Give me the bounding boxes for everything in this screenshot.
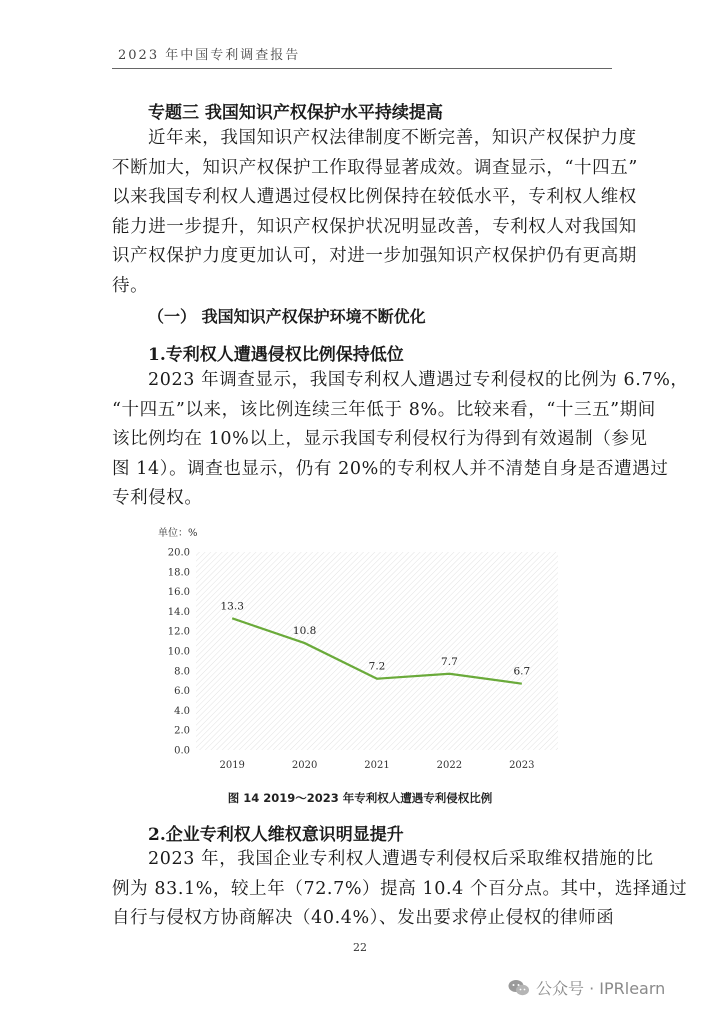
paragraph-line: “十四五”以来，该比例连续三年低于 8%。比较来看，“十三五”期间 (112, 399, 656, 420)
paragraph-line: 以来我国专利权人遭遇过侵权比例保持在较低水平，专利权人维权 (112, 187, 637, 208)
intro-paragraph (112, 124, 638, 302)
y-tick-label: 0.0 (174, 745, 190, 757)
y-tick-label: 6.0 (174, 686, 190, 698)
item2-heading: 2.企业专利权人维权意识明显提升 (148, 825, 404, 845)
paragraph-line: 能力进一步提升，知识产权保护状况明显改善，专利权人对我国知 (112, 216, 637, 237)
y-tick-label: 16.0 (167, 587, 190, 599)
data-label: 7.7 (441, 655, 458, 668)
header-divider (112, 68, 612, 69)
watermark (508, 976, 665, 999)
page-number: 22 (353, 941, 367, 954)
paragraph-line: 自行与侵权方协商解决（40.4%）、发出要求停止侵权的律师函 (112, 908, 615, 929)
paragraph-line: 不断加大，知识产权保护工作取得显著成效。调查显示，“十四五” (112, 157, 638, 178)
x-tick-label: 2019 (219, 760, 245, 771)
y-tick-label: 12.0 (167, 626, 190, 638)
paragraph-line: 2023 年调查显示，我国专利权人遭遇过专利侵权的比例为 6.7%， (148, 370, 689, 390)
x-tick-label: 2020 (291, 760, 318, 771)
item1-paragraph (112, 366, 689, 514)
y-tick-label: 10.0 (167, 646, 190, 658)
data-label: 13.3 (220, 600, 244, 613)
paragraph-line: 专利侵权。 (112, 488, 203, 509)
data-label: 7.2 (368, 660, 386, 673)
figure-caption: 图 14 2019～2023 年专利权人遭遇专利侵权比例 (227, 791, 493, 805)
paragraph-line: 例为 83.1%，较上年（72.7%）提高 10.4 个百分点。其中，选择通过 (112, 878, 688, 899)
infringement-rate-chart (150, 522, 570, 784)
paragraph-line: 识产权保护力度更加认可，对进一步加强知识产权保护仍有更高期 (112, 246, 637, 267)
line-chart-svg (150, 522, 570, 784)
wechat-icon (508, 979, 530, 997)
x-tick-label: 2023 (509, 760, 535, 771)
y-tick-label: 20.0 (167, 547, 190, 559)
paragraph-line: 该比例均在 10%以上，显示我国专利侵权行为得到有效遏制（参见 (112, 429, 648, 450)
y-tick-label: 2.0 (174, 725, 190, 737)
watermark-text: 公众号 · IPRlearn (536, 979, 666, 998)
item2-paragraph (112, 845, 688, 934)
paragraph-line: 图 14）。调查也显示，仍有 20%的专利权人并不清楚自身是否遭遇过 (112, 458, 669, 479)
paragraph-line: 2023 年，我国企业专利权人遭遇专利侵权后采取维权措施的比 (148, 849, 654, 869)
y-tick-label: 8.0 (174, 666, 190, 678)
x-tick-label: 2022 (436, 760, 463, 771)
plot-area (196, 552, 558, 750)
section-heading: 专题三 我国知识产权保护水平持续提高 (148, 103, 443, 123)
subsection-heading: （一） 我国知识产权保护环境不断优化 (148, 307, 426, 326)
unit-label: 单位：% (158, 528, 198, 539)
y-tick-label: 14.0 (167, 606, 190, 618)
data-label: 6.7 (513, 665, 531, 678)
y-tick-label: 18.0 (167, 567, 190, 579)
y-tick-label: 4.0 (174, 705, 190, 717)
paragraph-line: 待。 (112, 275, 149, 296)
data-label: 10.8 (292, 625, 317, 638)
x-tick-label: 2021 (364, 760, 390, 771)
paragraph-line: 近年来，我国知识产权法律制度不断完善，知识产权保护力度 (148, 128, 637, 148)
report-header: 2023 年中国专利调查报告 (118, 48, 301, 63)
item1-heading: 1.专利权人遭遇侵权比例保持低位 (148, 345, 404, 365)
